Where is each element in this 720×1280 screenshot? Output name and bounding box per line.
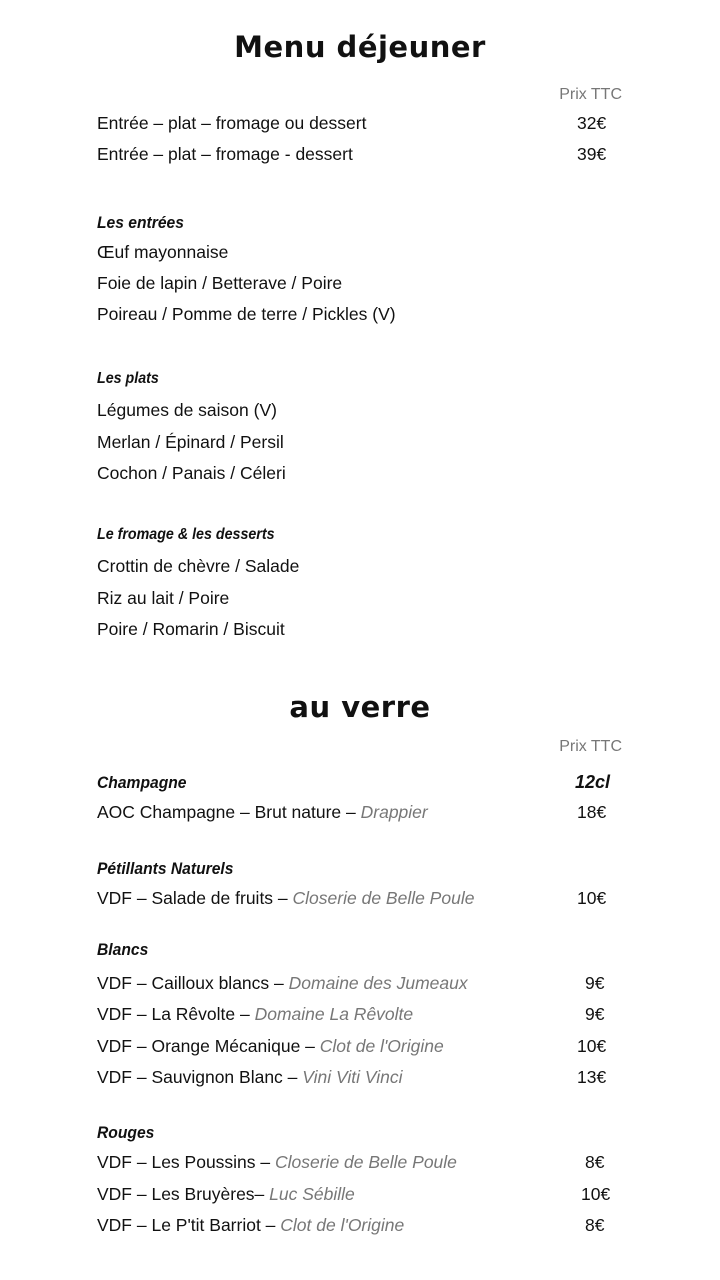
wine-price: 10€ [577,1036,607,1056]
formula-label: Entrée – plat – fromage - dessert [97,144,353,164]
wine-item [97,1152,457,1173]
wine-name: VDF – Les Bruyères– [97,1184,270,1204]
wine-price: 10€ [577,888,607,908]
wine-producer: Luc Sébille [269,1184,355,1204]
menu-item: Poire / Romarin / Biscuit [97,619,285,639]
wine-name: VDF – Sauvignon Blanc – [97,1067,303,1087]
section-title-petillants: Pétillants Naturels [97,859,234,878]
lunch-price-header: Prix TTC [559,86,622,103]
wine-name: VDF – La Rêvolte – [97,1004,255,1024]
wine-producer: Domaine des Jumeaux [288,973,468,993]
wine-item [97,1067,402,1088]
wine-price: 9€ [585,1004,605,1024]
serving-size: 12cl [574,772,610,792]
menu-item: Poireau / Pomme de terre / Pickles (V) [97,304,396,324]
wine-producer: Vini Viti Vinci [302,1067,403,1087]
wine-producer: Clot de l'Origine [280,1215,405,1235]
wine-name: VDF – Salade de fruits – [97,888,293,908]
section-title-mains: Les plats [97,370,159,387]
menu-item: Crottin de chèvre / Salade [97,556,300,576]
glass-price-header: Prix TTC [559,738,622,755]
wine-producer: Closerie de Belle Poule [292,888,475,908]
wine-price: 8€ [585,1152,605,1172]
wine-producer: Closerie de Belle Poule [275,1152,457,1172]
wine-item [97,1215,404,1236]
wine-price: 8€ [585,1215,605,1235]
wine-name: AOC Champagne – Brut nature – [97,802,361,822]
section-title-rouges: Rouges [97,1123,155,1142]
wine-item [97,973,468,994]
wine-name: VDF – Le P'tit Barriot – [97,1215,281,1235]
section-title-champagne: Champagne [97,773,187,792]
section-title-blancs: Blancs [97,940,149,959]
menu-item: Foie de lapin / Betterave / Poire [97,273,343,293]
wine-item [97,888,474,909]
wine-price: 10€ [581,1184,611,1204]
lunch-title: Menu déjeuner [234,30,486,64]
wine-item [97,1004,413,1025]
formula-price: 32€ [577,113,607,133]
menu-item: Riz au lait / Poire [97,588,230,608]
wine-item [97,802,428,823]
wine-price: 13€ [577,1067,607,1087]
section-title-desserts: Le fromage & les desserts [97,526,275,543]
menu-item: Cochon / Panais / Céleri [97,463,286,483]
menu-item: Œuf mayonnaise [97,242,229,262]
wine-price: 18€ [577,802,607,822]
wine-item [97,1184,355,1205]
wine-producer: Drappier [360,802,428,822]
glass-title: au verre [289,690,431,724]
wine-price: 9€ [585,973,605,993]
wine-producer: Domaine La Rêvolte [254,1004,414,1024]
wine-name: VDF – Les Poussins – [97,1152,275,1172]
wine-producer: Clot de l'Origine [319,1036,444,1056]
menu-item: Légumes de saison (V) [97,400,277,420]
formula-price: 39€ [577,144,607,164]
formula-label: Entrée – plat – fromage ou dessert [97,113,367,133]
wine-item [97,1036,444,1057]
section-title-starters: Les entrées [97,213,184,232]
wine-name: VDF – Cailloux blancs – [97,973,289,993]
wine-name: VDF – Orange Mécanique – [97,1036,320,1056]
menu-item: Merlan / Épinard / Persil [97,432,284,452]
